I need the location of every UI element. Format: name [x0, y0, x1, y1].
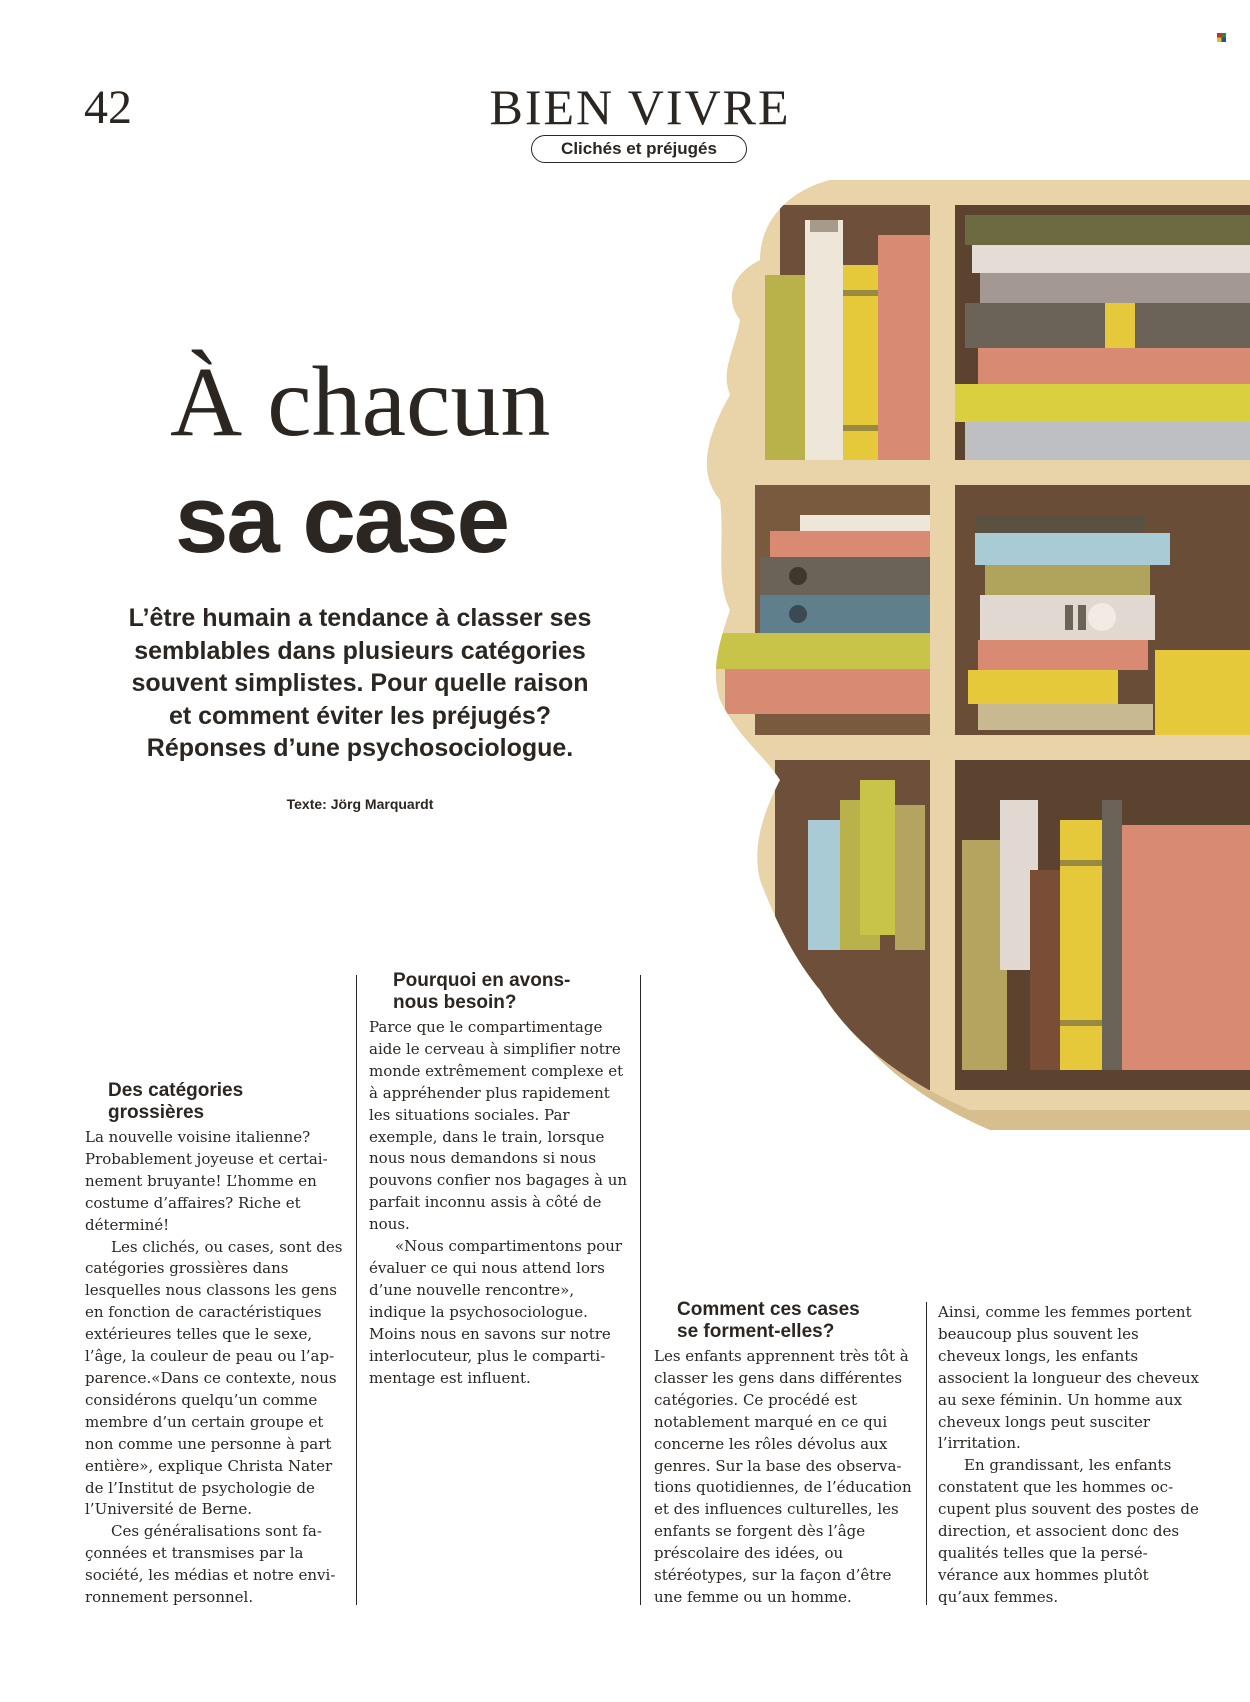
subhead-line: nous besoin? [393, 992, 517, 1013]
section-tag: Clichés et préjugés [531, 135, 747, 163]
byline: Texte: Jörg Marquardt [286, 796, 434, 812]
lead-paragraph [110, 602, 610, 765]
subhead-line: se forment-elles? [677, 1321, 835, 1342]
section-title: BIEN VIVRE [489, 79, 791, 135]
paragraph: «Nous compartimentons pour évaluer ce qui nous attend lors d’une nouvelle rencontre», indique la psychosociologue. Moins nous en savons sur notre interlocuteur, plus le compartimentage est influent. [369, 1237, 623, 1387]
lead-line: et comment éviter les préjugés? [168, 701, 552, 730]
lead-line: Réponses d’une psychosociologue. [146, 734, 574, 762]
column-divider [640, 975, 641, 1605]
body-column-3 [654, 1346, 916, 1609]
body-column-2 [369, 1017, 631, 1389]
body-column-1 [85, 1127, 347, 1609]
subhead-line: Pourquoi en avons- [393, 970, 571, 991]
subhead-how [677, 1299, 917, 1343]
paragraph: Ces généralisations sont façonnées et transmises par la société, les médias et notre environnement personnel. [85, 1522, 336, 1607]
headline-line-1: À chacun [170, 346, 551, 457]
paragraph: Parce que le compartimentage aide le cerveau à simplifier notre monde extrêmement complexe et à appréhender plus rapidement les situations sociales. Par exemple, dans le train, lorsque nous nous demandons si nous pouvons confier nos bagages à un parfait inconnu assis à côté de nous. [369, 1018, 628, 1234]
lead-line: souvent simplistes. Pour quelle raison [131, 669, 589, 697]
headline-line-2: sa case [175, 466, 509, 573]
paragraph: La nouvelle voisine italienne? Probablement joyeuse et certainement bruyante! L’homme en costume d’affaires? Riche et déterminé! [85, 1128, 328, 1234]
color-registration-icon [1217, 33, 1226, 42]
subhead-why [393, 970, 633, 1014]
lead-line: L’être humain a tendance à classer ses [128, 604, 592, 632]
page-number: 42 [84, 81, 132, 134]
subhead-line: grossières [108, 1102, 205, 1123]
subhead-categories [108, 1080, 348, 1124]
paragraph: Ainsi, comme les femmes portent beaucoup plus souvent les cheveux longs, les enfants associent la longueur des cheveux au sexe féminin. Un homme aux cheveux longs peut susciter l’irritation. [938, 1303, 1199, 1453]
paragraph: En grandissant, les enfants constatent que les hommes occupent plus souvent des postes de direction, et associent donc des qualités telles que la persévérance aux hommes plutôt qu’aux femmes. [938, 1456, 1199, 1606]
paragraph: Les clichés, ou cases, sont des catégories grossières dans lesquelles nous classons les gens en fonction de caractéristiques extérieures telles que le sexe, l’âge, la couleur de peau ou l’apparence.«Dans ce contexte, nous considérons quelqu’un comme membre d’un certain groupe et non comme une personne à part entière», explique Christa Nater de l’Institut de psychologie de l’Université de Berne. [85, 1237, 343, 1519]
bookshelf-head-profile-illustration [700, 180, 1250, 1210]
subhead-line: Comment ces cases [677, 1299, 860, 1320]
lead-line: semblables dans plusieurs catégories [134, 636, 586, 665]
body-column-4 [938, 1302, 1200, 1609]
paragraph: Les enfants apprennent très tôt à classer les gens dans différentes catégories. Ce procédé est notablement marqué en ce qui concerne les rôles dévolus aux genres. Sur la base des observations quotidiennes, de l’éducation et des influences culturelles, les enfants se forgent dès l’âge préscolaire des idées, ou stéréotypes, sur la façon d’être une femme ou un homme. [654, 1347, 912, 1606]
column-divider [356, 975, 357, 1605]
subhead-line: Des catégories [108, 1080, 244, 1101]
column-divider [926, 1302, 927, 1605]
